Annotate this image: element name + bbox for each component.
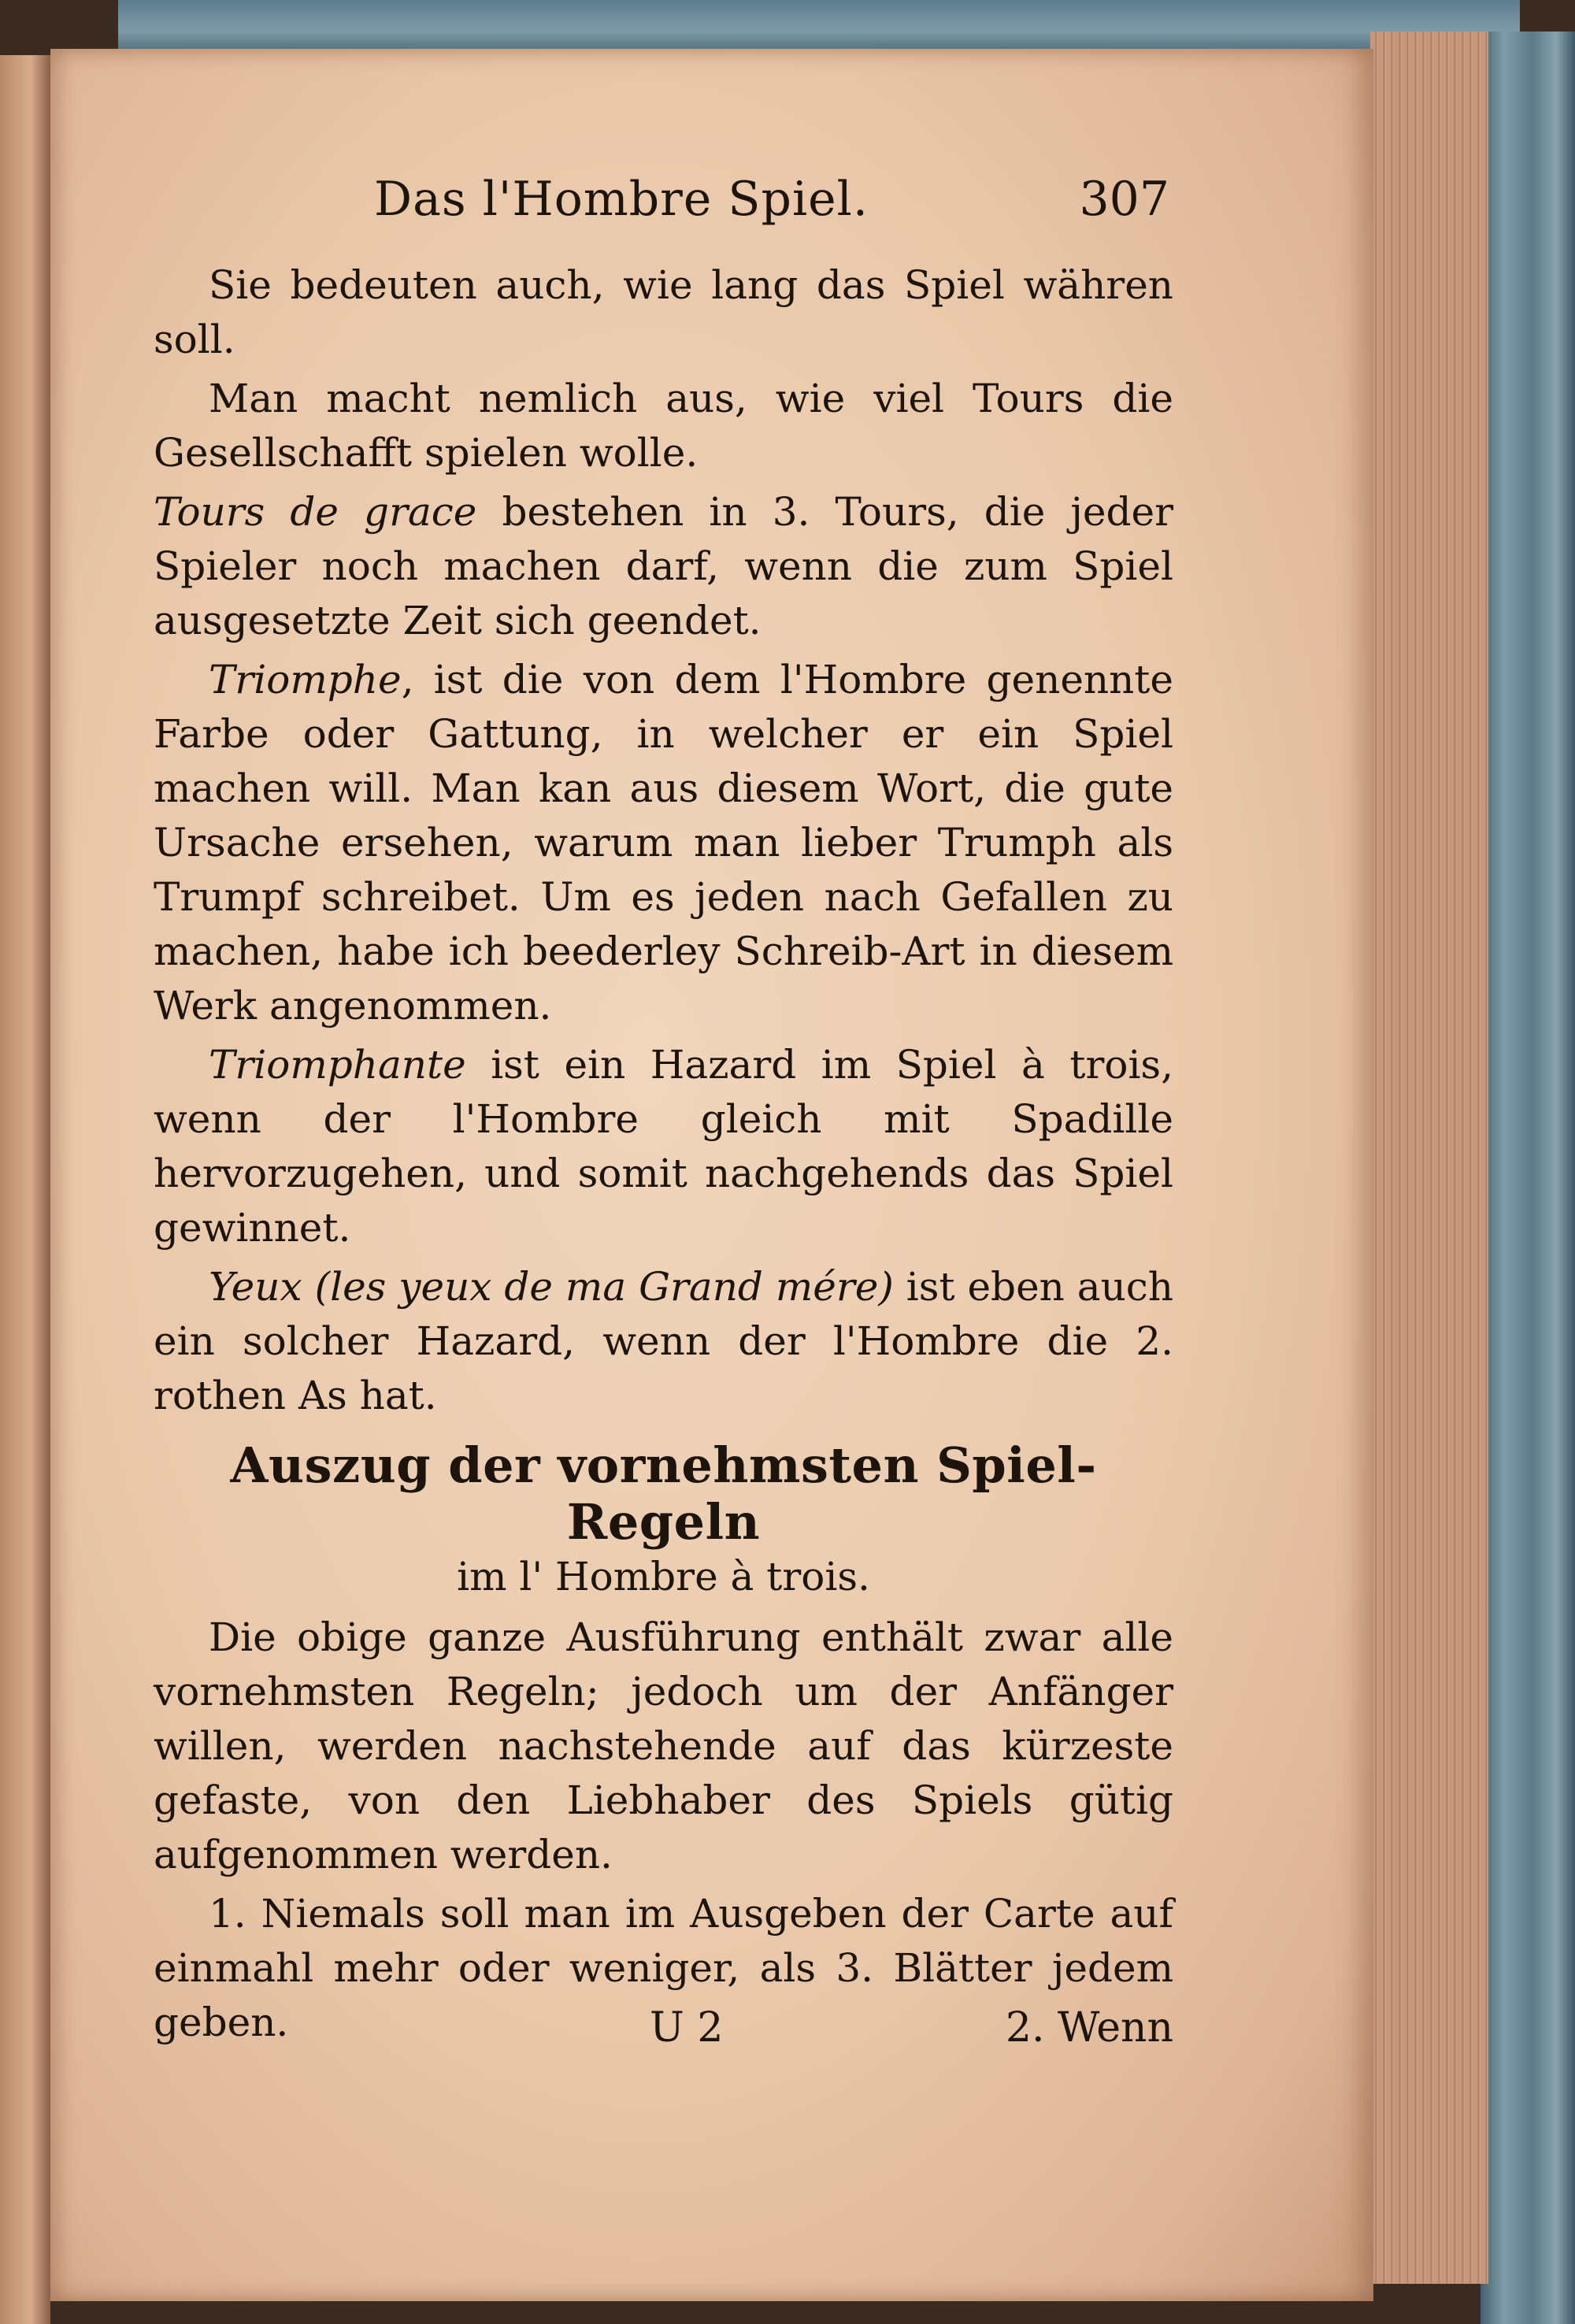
section-intro: Die obige ganze Ausführung enthält zwar alle vornehmsten Regeln; jedoch um der Anfänger willen, werden nachstehende auf das kürzeste gefaste, von den Liebhaber des Spiels gütig aufgenommen werden. (154, 1614, 1173, 1877)
rule-1: 1. Niemals soll man im Ausgeben der Carte auf einmahl mehr oder weniger, als 3. Blätter jedem geben. (154, 1891, 1173, 2045)
paragraph-6-text: ist eben auch ein solcher Hazard, wenn der l'Hombre die 2. rothen As hat. (154, 1264, 1173, 1418)
running-title: Das l'Hombre Spiel. (374, 172, 869, 227)
page-header (327, 172, 1169, 258)
term-yeux: Yeux (les yeux de ma Grand mére) (209, 1264, 894, 1310)
book-cover-edge (118, 0, 1520, 55)
facing-page-edge (0, 55, 50, 2324)
page-footer (154, 2004, 1173, 2067)
paragraph-6 (154, 1260, 1173, 1423)
section-heading: Auszug der vornehmsten Spiel-Regeln (230, 1436, 1097, 1551)
term-triomphante: Triomphante (209, 1042, 466, 1088)
paragraph-3-text: bestehen in 3. Tours, die jeder Spieler noch machen darf, wenn die zum Spiel ausgesetzte Zeit sich geendet. (154, 489, 1173, 643)
term-triomphe: Triomphe (209, 657, 402, 702)
paragraph-4-text: , ist die von dem l'Hombre genennte Farbe oder Gattung, in welcher er ein Spiel machen will. Man kan aus diesem Wort, die gute Ursache ersehen, warum man lieber Trumph als Trumpf schreibet. Um es jeden nach Gefallen zu machen, habe ich beederley Schreib-Art in diesem Werk angenommen. (154, 657, 1173, 1029)
page-number: 307 (1079, 172, 1169, 227)
paragraph-2: Man macht nemlich aus, wie viel Tours die Gesellschafft spielen wolle. (154, 376, 1173, 476)
signature-mark: U 2 (650, 2004, 724, 2052)
paragraph-4 (154, 653, 1173, 1033)
section-subheading: im l' Hombre à trois. (457, 1554, 870, 1599)
paragraph-3 (154, 485, 1173, 648)
catchword: 2. Wenn (1005, 2004, 1173, 2052)
body-text (154, 258, 1173, 2050)
page-block-edges (1370, 32, 1488, 2284)
paragraph-1: Sie bedeuten auch, wie lang das Spiel währen soll. (154, 262, 1173, 362)
paragraph-5 (154, 1038, 1173, 1255)
paragraph-5-text: ist ein Hazard im Spiel à trois, wenn der l'Hombre gleich mit Spadille hervorzugehen, und somit nachgehends das Spiel gewinnet. (154, 1042, 1173, 1251)
marbled-cover-edge (1480, 32, 1575, 2324)
term-tours-de-grace: Tours de grace (154, 489, 477, 535)
